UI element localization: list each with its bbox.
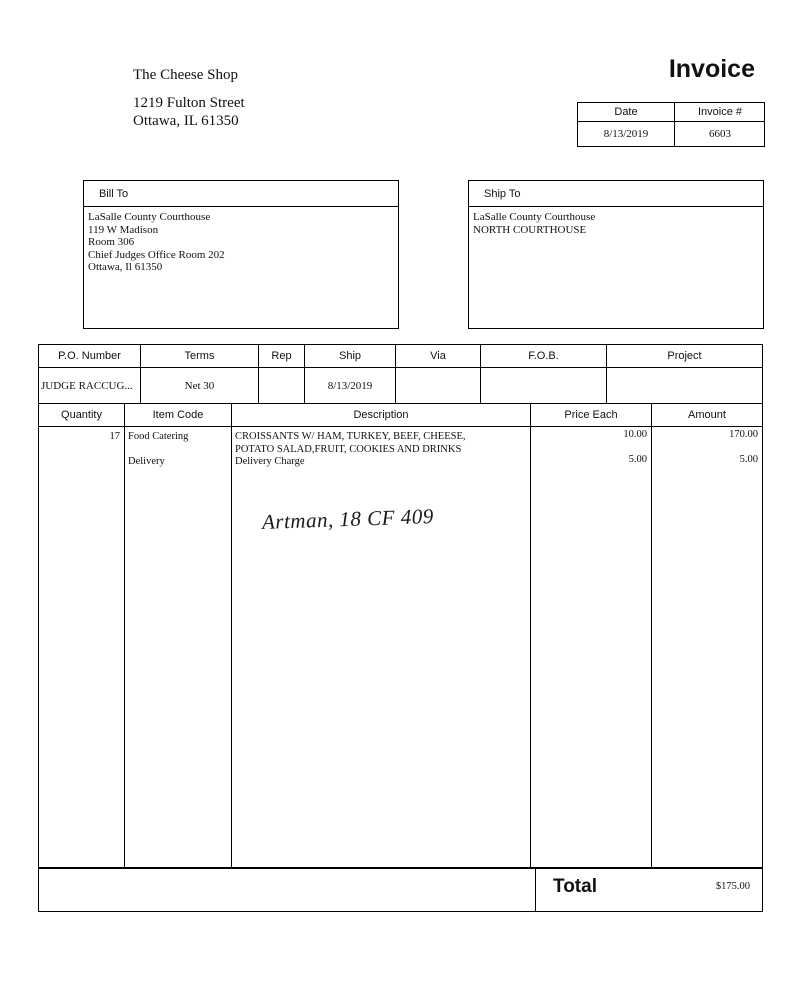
shop-address-line2: Ottawa, IL 61350	[133, 113, 239, 129]
description-header: Description	[353, 409, 409, 421]
bill-to-box	[83, 180, 399, 329]
items-column-divider	[651, 404, 652, 867]
items-column-divider	[530, 404, 531, 867]
items-header-divider	[39, 426, 762, 427]
fob-header: F.O.B.	[528, 350, 559, 362]
order-info-table	[38, 344, 763, 404]
bill-to-line: 119 W Madison	[88, 223, 159, 236]
bill-to-line: Chief Judges Office Room 202	[88, 248, 225, 261]
via-header: Via	[430, 350, 446, 362]
project-value	[607, 368, 762, 404]
bill-to-line: Room 306	[88, 236, 135, 248]
project-header: Project	[667, 350, 702, 362]
row-1-amount: 170.00	[729, 429, 758, 440]
terms-header: Terms	[184, 350, 215, 362]
total-label: Total	[553, 876, 597, 897]
bill-to-address	[88, 211, 225, 274]
ship-to-line: LaSalle County Courthouse	[473, 211, 596, 223]
quantity-header: Quantity	[61, 409, 102, 421]
price-each-header: Price Each	[564, 409, 618, 421]
rep-value	[259, 368, 304, 404]
shop-address-line1: 1219 Fulton Street	[133, 95, 245, 111]
document-title: Invoice	[668, 55, 755, 83]
date-value: 8/13/2019	[603, 128, 649, 140]
amount-header: Amount	[688, 409, 726, 421]
ship-header: Ship	[338, 350, 362, 362]
total-row	[38, 868, 763, 912]
terms-value: Net 30	[184, 380, 215, 392]
ship-value: 8/13/2019	[327, 380, 373, 392]
ship-to-box	[468, 180, 764, 329]
row-2-amount: 5.00	[739, 454, 758, 465]
po-number-value: JUDGE RACCUG...	[41, 380, 133, 392]
invoice-number-label: Invoice #	[697, 106, 743, 118]
shop-name: The Cheese Shop	[133, 67, 238, 83]
rep-header: Rep	[271, 350, 292, 362]
row-2-item-code: Delivery	[128, 456, 165, 467]
line-items-table	[38, 404, 763, 868]
fob-value	[481, 368, 606, 404]
bill-to-line: Ottawa, Il 61350	[88, 261, 163, 273]
date-label: Date	[614, 106, 638, 118]
row-1-quantity: 17	[109, 431, 120, 442]
row-1-description-line2: POTATO SALAD,FRUIT, COOKIES AND DRINKS	[235, 443, 462, 455]
row-2-description-line1: Delivery Charge	[235, 456, 305, 467]
bill-to-label: Bill To	[84, 181, 398, 207]
row-2-price: 5.00	[628, 454, 647, 465]
items-column-divider	[231, 404, 232, 867]
po-number-header: P.O. Number	[58, 350, 121, 362]
bill-to-line: LaSalle County Courthouse	[88, 211, 211, 223]
items-column-divider	[124, 404, 125, 867]
total-value: $175.00	[715, 881, 750, 892]
via-value	[396, 368, 480, 404]
ship-to-line: NORTH COURTHOUSE	[473, 223, 587, 236]
ship-to-address	[473, 211, 595, 236]
ship-to-label: Ship To	[469, 181, 763, 207]
total-divider	[535, 869, 536, 911]
row-1-description-line1: CROISSANTS W/ HAM, TURKEY, BEEF, CHEESE,	[235, 431, 466, 442]
row-1-price: 10.00	[623, 429, 647, 440]
row-1-item-code: Food Catering	[128, 431, 189, 442]
invoice-meta-box	[577, 102, 765, 147]
invoice-number-value: 6603	[709, 128, 731, 140]
item-code-header: Item Code	[152, 409, 204, 421]
handwritten-note: Artman, 18 CF 409	[261, 504, 435, 534]
